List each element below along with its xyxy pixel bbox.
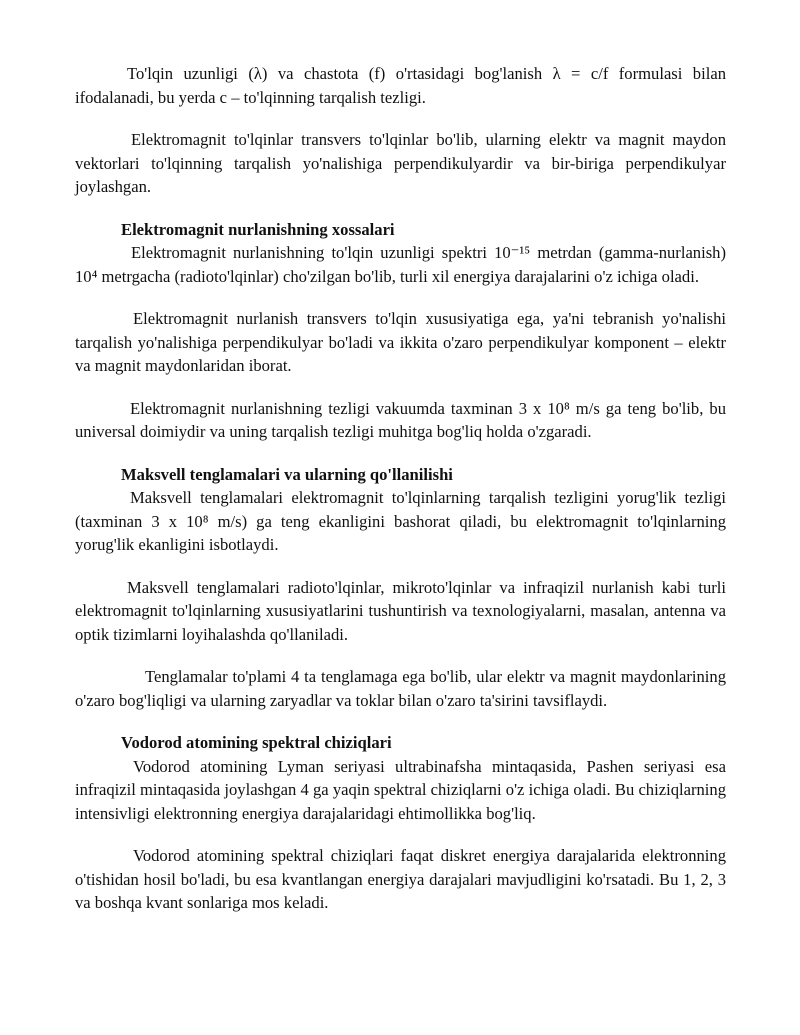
paragraph-transverse-waves: Elektromagnit to'lqinlar transvers to'lqinlar bo'lib, ularning elektr va magnit maydon vektorlari to'lqinning tarqalish yo'nalishiga perpendikulyardir va bir-biriga perpendikulyar joylashgan. <box>75 130 726 196</box>
paragraph-four-equations: Tenglamalar to'plami 4 ta tenglamaga ega bo'lib, ular elektr va magnit maydonlarining o'zaro bog'liqligi va ularning zaryadlar va toklar bilan o'zaro ta'sirini tavsiflaydi. <box>75 667 726 710</box>
document-page <box>75 62 726 915</box>
heading-hydrogen-spectral-lines: Vodorod atomining spektral chiziqlari <box>121 733 392 752</box>
paragraph-discrete-levels: Vodorod atomining spektral chiziqlari faqat diskret energiya darajalarida elektronning o'tishidan hosil bo'ladi, bu esa kvantlangan energiya darajalari mavjudligini ko'rsatadi. Bu 1, 2, 3 va boshqa kvant sonlariga mos keladi. <box>75 846 726 912</box>
paragraph-speed-in-vacuum: Elektromagnit nurlanishning tezligi vakuumda taxminan 3 x 10⁸ m/s ga teng bo'lib, bu universal doimiydir va uning tarqalish tezligi muhitga bog'liq holda o'zgaradi. <box>75 398 726 441</box>
paragraph-spectrum-range: Elektromagnit nurlanishning to'lqin uzunligi spektri 10⁻¹⁵ metrdan (gamma-nurlanish) 10⁴ metrgacha (radioto'lqinlar) cho'zilgan bo'lib, turli xil energiya darajalarini o'z ichiga oladi. <box>75 243 726 286</box>
paragraph-lyman-paschen: Vodorod atomining Lyman seriyasi ultrabinafsha mintaqasida, Pashen seriyasi esa infraqizil mintaqasida joylashgan 4 ga yaqin spektral chiziqlarni o'z ichiga oladi. Bu chiziqlarning intensivligi elektronning energiya darajalaridagi ehtimollikka bog'liq. <box>75 756 726 823</box>
paragraph-maxwell-prediction: Maksvell tenglamalari elektromagnit to'lqinlarning tarqalish tezligini yorug'lik tezligi (taxminan 3 x 10⁸ m/s) ga teng ekanligini bashorat qiladi, bu elektromagnit to'lqinlarning yorug'lik ekanligini isbotlaydi. <box>75 488 726 554</box>
heading-em-radiation-properties: Elektromagnit nurlanishning xossalari <box>121 219 395 239</box>
heading-maxwell-equations: Maksvell tenglamalari va ularning qo'llanilishi <box>121 464 453 484</box>
paragraph-transverse-property: Elektromagnit nurlanish transvers to'lqin xususiyatiga ega, ya'ni tebranish yo'nalishi tarqalish yo'nalishiga perpendikulyar bo'ladi va ikkita o'zaro perpendikulyar komponent – elektr va magnit maydonlaridan iborat. <box>75 309 726 375</box>
paragraph-wavelength-frequency: To'lqin uzunligi (λ) va chastota (f) o'rtasidagi bog'lanish λ = c/f formulasi bilan ifodalanadi, bu yerda c – to'lqinning tarqalish tezligi. <box>75 64 726 107</box>
paragraph-maxwell-applications: Maksvell tenglamalari radioto'lqinlar, mikroto'lqinlar va infraqizil nurlanish kabi turli elektromagnit to'lqinlarning xususiyatlarini tushuntirish va texnologiyalarni, masalan, antenna va optik tizimlarni loyihalashda qo'llaniladi. <box>75 577 726 644</box>
